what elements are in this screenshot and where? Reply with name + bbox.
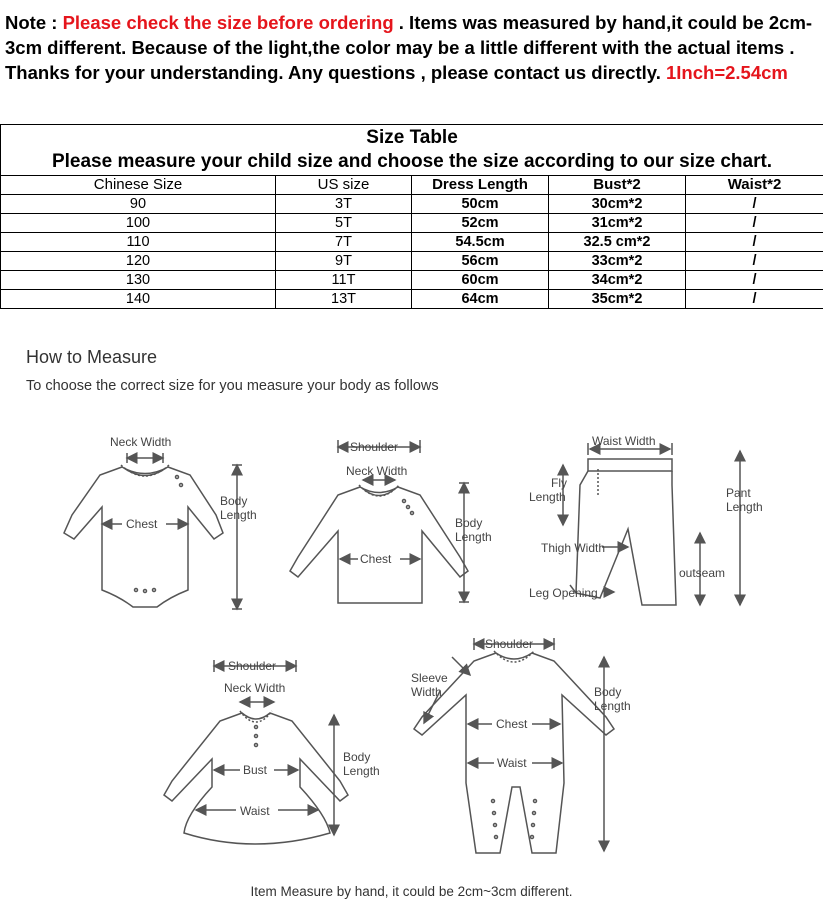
- table-row: [1, 252, 823, 271]
- cell-waist: /: [686, 271, 823, 290]
- cell-waist: /: [686, 290, 823, 309]
- cell-dress-length: 54.5cm: [412, 233, 549, 252]
- dress-neck-label: Neck Width: [224, 681, 286, 695]
- tshirt-shoulder-label: Shoulder: [350, 440, 399, 454]
- size-table-columns: [1, 176, 823, 195]
- cell-waist: /: [686, 195, 823, 214]
- note-body: . Items was measured by hand,it could be 2cm-3cm different. Because of the light,the color may be a little different with the actual items . Thanks for your understanding. Any questions , please contact us directly.: [5, 12, 813, 83]
- column-header: Bust*2: [549, 176, 686, 195]
- pants-fly-length-label: Length: [529, 490, 566, 504]
- pants-pant-length-label: Length: [726, 500, 763, 514]
- note-highlight: Please check the size before ordering: [62, 12, 394, 33]
- cell-dress-length: 50cm: [412, 195, 549, 214]
- note-paragraph: [5, 10, 817, 85]
- cell-chinese-size: 140: [1, 290, 276, 309]
- cell-bust: 31cm*2: [549, 214, 686, 233]
- cell-bust: 32.5 cm*2: [549, 233, 686, 252]
- bodysuit-length-label: Length: [220, 508, 257, 522]
- cell-dress-length: 52cm: [412, 214, 549, 233]
- cell-us-size: 5T: [276, 214, 412, 233]
- cell-dress-length: 56cm: [412, 252, 549, 271]
- cell-dress-length: 60cm: [412, 271, 549, 290]
- pants-leg-opening-label: Leg Opening: [529, 586, 598, 600]
- pants-outseam-label: outseam: [679, 566, 726, 580]
- pants-diagram: [563, 443, 740, 605]
- romper-chest-label: Chest: [496, 717, 528, 731]
- romper-waist-label: Waist: [497, 756, 527, 770]
- bodysuit-chest-label: Chest: [126, 517, 158, 531]
- size-table-title: Size Table: [366, 127, 458, 148]
- romper-sleeve-width-label: Width: [411, 685, 442, 699]
- table-row: [1, 233, 823, 252]
- cell-waist: /: [686, 214, 823, 233]
- cell-chinese-size: 110: [1, 233, 276, 252]
- cell-waist: /: [686, 252, 823, 271]
- cell-waist: /: [686, 233, 823, 252]
- how-to-measure-title: How to Measure: [26, 347, 158, 367]
- how-to-measure-section: [0, 335, 823, 919]
- size-table: [0, 124, 823, 309]
- table-row: [1, 195, 823, 214]
- tshirt-neck-label: Neck Width: [346, 464, 408, 478]
- pants-waist-label: Waist Width: [592, 434, 656, 448]
- note-label: Note :: [5, 12, 63, 33]
- romper-length-label: Length: [594, 699, 631, 713]
- how-to-measure-subtitle: To choose the correct size for you measure your body as follows: [26, 378, 439, 394]
- cell-chinese-size: 130: [1, 271, 276, 290]
- romper-sleeve-label: Sleeve: [411, 671, 448, 685]
- footnote: Item Measure by hand, it could be 2cm~3cm different.: [250, 884, 573, 899]
- cell-us-size: 7T: [276, 233, 412, 252]
- table-row: [1, 214, 823, 233]
- cell-dress-length: 64cm: [412, 290, 549, 309]
- cell-chinese-size: 90: [1, 195, 276, 214]
- pants-pant-label: Pant: [726, 486, 751, 500]
- cell-bust: 35cm*2: [549, 290, 686, 309]
- tshirt-length-label: Length: [455, 530, 492, 544]
- dress-bust-label: Bust: [243, 763, 268, 777]
- dress-shoulder-label: Shoulder: [228, 659, 277, 673]
- measurement-diagrams: [0, 335, 823, 919]
- bodysuit-body-label: Body: [220, 494, 248, 508]
- tshirt-chest-label: Chest: [360, 552, 392, 566]
- romper-shoulder-label: Shoulder: [485, 637, 534, 651]
- pants-fly-label: Fly: [551, 476, 567, 490]
- tshirt-body-label: Body: [455, 516, 483, 530]
- cell-us-size: 11T: [276, 271, 412, 290]
- bodysuit-neck-label: Neck Width: [110, 435, 172, 449]
- romper-body-label: Body: [594, 685, 622, 699]
- cell-chinese-size: 120: [1, 252, 276, 271]
- table-row: [1, 271, 823, 290]
- size-table-header: [1, 125, 823, 176]
- dress-body-label: Body: [343, 750, 371, 764]
- cell-us-size: 9T: [276, 252, 412, 271]
- inch-conversion: 1Inch=2.54cm: [666, 62, 788, 83]
- column-header: Chinese Size: [1, 176, 276, 195]
- column-header: Waist*2: [686, 176, 823, 195]
- cell-us-size: 13T: [276, 290, 412, 309]
- cell-bust: 30cm*2: [549, 195, 686, 214]
- cell-bust: 33cm*2: [549, 252, 686, 271]
- pants-thigh-label: Thigh Width: [541, 541, 606, 555]
- bodysuit-diagram: [64, 453, 242, 609]
- dress-length-label: Length: [343, 764, 380, 778]
- cell-us-size: 3T: [276, 195, 412, 214]
- cell-bust: 34cm*2: [549, 271, 686, 290]
- dress-waist-label: Waist: [240, 804, 270, 818]
- table-row: [1, 290, 823, 309]
- column-header: Dress Length: [412, 176, 549, 195]
- size-table-subtitle: Please measure your child size and choose the size according to our size chart.: [51, 151, 773, 172]
- column-header: US size: [276, 176, 412, 195]
- cell-chinese-size: 100: [1, 214, 276, 233]
